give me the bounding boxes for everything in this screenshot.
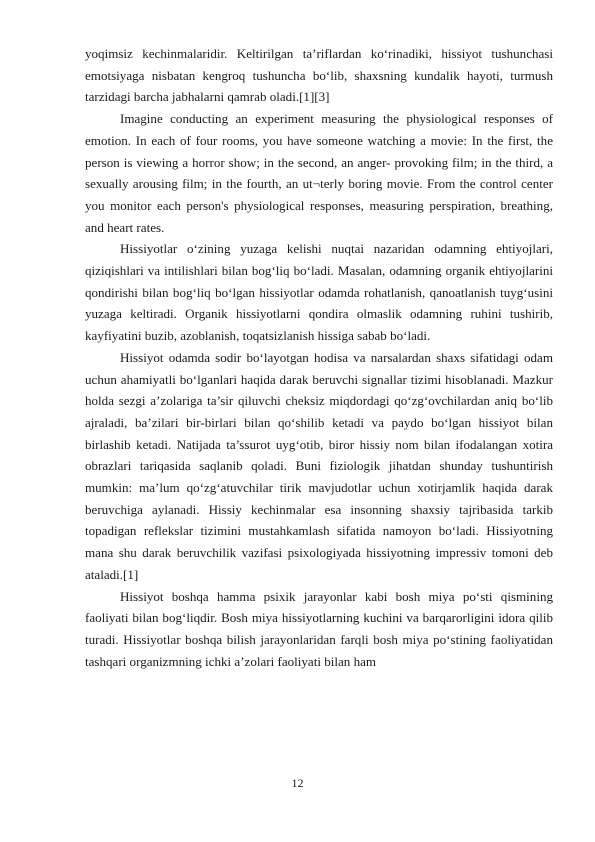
body-text [85, 43, 553, 672]
paragraph-continuation: yoqimsiz kechinmalaridir. Keltirilgan ta’riflardan ko‘rinadiki, hissiyot tushunchasi emotsiyaga nisbatan kengroq tushuncha bo‘lib, shaxsning kundalik hayoti, turmush tarzidagi barcha jabhalarni qamrab oladi.[1][3] [85, 46, 553, 105]
paragraph-brain-cortex: Hissiyot boshqa hamma psixik jarayonlar kabi bosh miya po‘sti qismining faoliyati bilan bog‘liqdir. Bosh miya hissiyotlarning kuchini va barqarorligini idora qilib turadi. Hissiyotlar boshqa bilish jarayonlaridan farqli bosh miya po‘stining faoliyatidan tashqari organizmning ichki a’zolari faoliyati bilan ham [85, 588, 553, 669]
paragraph-english-experiment: Imagine conducting an experiment measuring the physiological responses of emotion. In each of four rooms, you have someone watching a movie: In the first, the person is viewing a horror show; in the second, an anger- provoking film; in the third, a sexually arousing film; in the fourth, an ut¬terly boring movie. From the control center you monitor each person's physiological responses, measuring perspiration, breathing, and heart rates. [85, 111, 553, 235]
paragraph-emotion-needs: Hissiyotlar o‘zining yuzaga kelishi nuqtai nazaridan odamning ehtiyojlari, qiziqishlari va intilishlari bilan bog‘liq bo‘ladi. Masalan, odamning organik ehtiyojlarini qondirishi bilan bog‘liq bo‘lgan hissiyotlar odamda rohatlanish, qanoatlanish tuyg‘usini yuzaga keltiradi. Organik hissiyotlarni qondira olmaslik odamning ruhini tushirib, kayfiyatini buzib, azoblanish, toqatsizlanish hissiga sabab bo‘ladi. [85, 241, 553, 344]
paragraph-emotion-signals: Hissiyot odamda sodir bo‘layotgan hodisa va narsalardan shaxs sifatidagi odam uchun ahamiyatli bo‘lganlari haqida darak beruvchi signallar tizimi hisoblanadi. Mazkur holda sezgi a’zolariga ta’sir qiluvchi cheksiz miqdordagi qo‘zg‘ovchilardan aniq bo‘lib ajraladi, ba’zilari bir-birlari bilan qo‘shilib ketadi va paydo bo‘lgan hissiyot bilan birlashib ketadi. Natijada ta’ssurot uyg‘otib, biror hissiy nom bilan ifodalangan xotira obrazlari tariqasida saqlanib qoladi. Buni fiziologik jihatdan shunday tushuntirish mumkin: ma’lum qo‘zg‘atuvchilar tirik mavjudotlar uchun xotirjamlik haqida darak beruvchiga aylanadi. Hissiy kechinmalar esa insonning shaxsiy tajribasida tarkib topadigan reflekslar tizimini mustahkamlash sifatida namoyon bo‘ladi. Hissiyotning mana shu darak beruvchilik vazifasi psixologiyada hissiyotning impressiv tomoni deb ataladi.[1] [85, 349, 553, 582]
page-number: 12 [291, 776, 304, 790]
